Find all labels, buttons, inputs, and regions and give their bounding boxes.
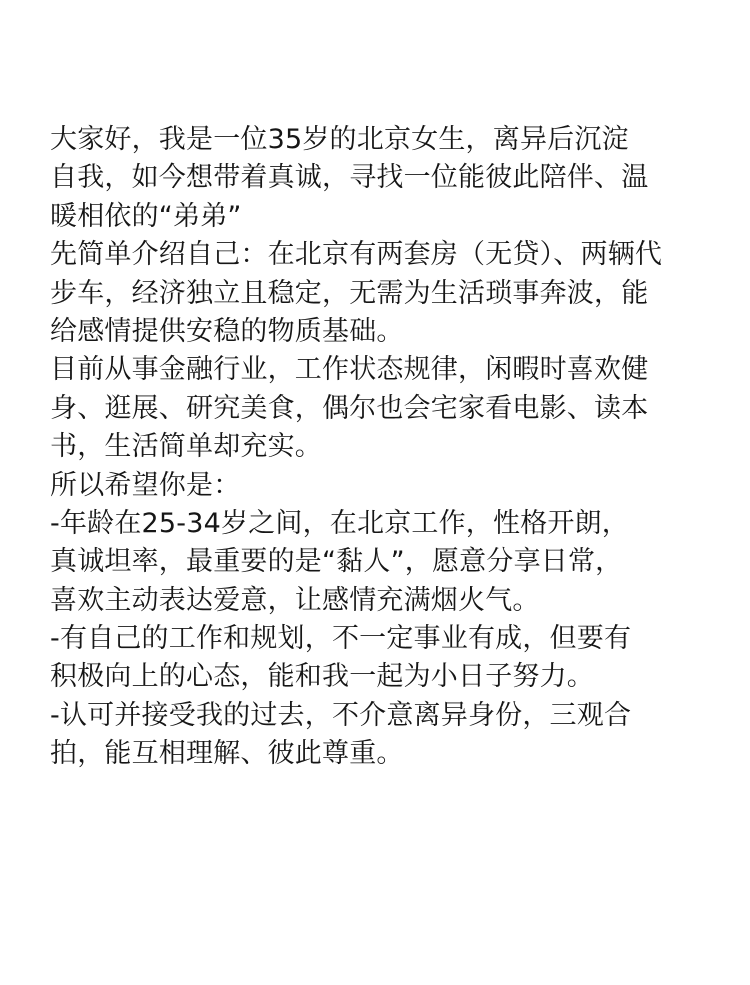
text-line: 目前从事金融行业，工作状态规律，闲暇时喜欢健 bbox=[50, 354, 649, 386]
text-line: 给感情提供安稳的物质基础。 bbox=[50, 315, 404, 347]
text-line: -年龄在25-34岁之间，在北京工作，性格开朗， bbox=[50, 507, 629, 539]
text-line: -认可并接受我的过去，不介意离异身份，三观合 bbox=[50, 699, 632, 731]
text-line: 暖相依的“弟弟” bbox=[50, 200, 242, 232]
text-line: -有自己的工作和规划，不一定事业有成，但要有 bbox=[50, 623, 632, 655]
text-line: 拍，能互相理解、彼此尊重。 bbox=[50, 738, 404, 770]
text-line: 自我，如今想带着真诚，寻找一位能彼此陪伴、温 bbox=[50, 162, 649, 194]
text-line: 所以希望你是： bbox=[50, 469, 241, 501]
text-line: 大家好，我是一位35岁的北京女生，离异后沉淀 bbox=[50, 124, 629, 155]
text-line: 积极向上的心态，能和我一起为小日子努力。 bbox=[50, 661, 594, 693]
text-line: 真诚坦率，最重要的是“黏人”，愿意分享日常， bbox=[50, 546, 623, 578]
text-line: 喜欢主动表达爱意，让感情充满烟火气。 bbox=[50, 584, 540, 616]
post-body bbox=[50, 121, 710, 774]
text-line: 书，生活简单却充实。 bbox=[50, 431, 322, 463]
text-line: 先简单介绍自己：在北京有两套房（无贷）、两辆代 bbox=[50, 239, 663, 271]
text-line: 步车，经济独立且稳定，无需为生活琐事奔波，能 bbox=[50, 277, 649, 309]
text-line: 身、逛展、研究美食，偶尔也会宅家看电影、读本 bbox=[50, 392, 649, 424]
